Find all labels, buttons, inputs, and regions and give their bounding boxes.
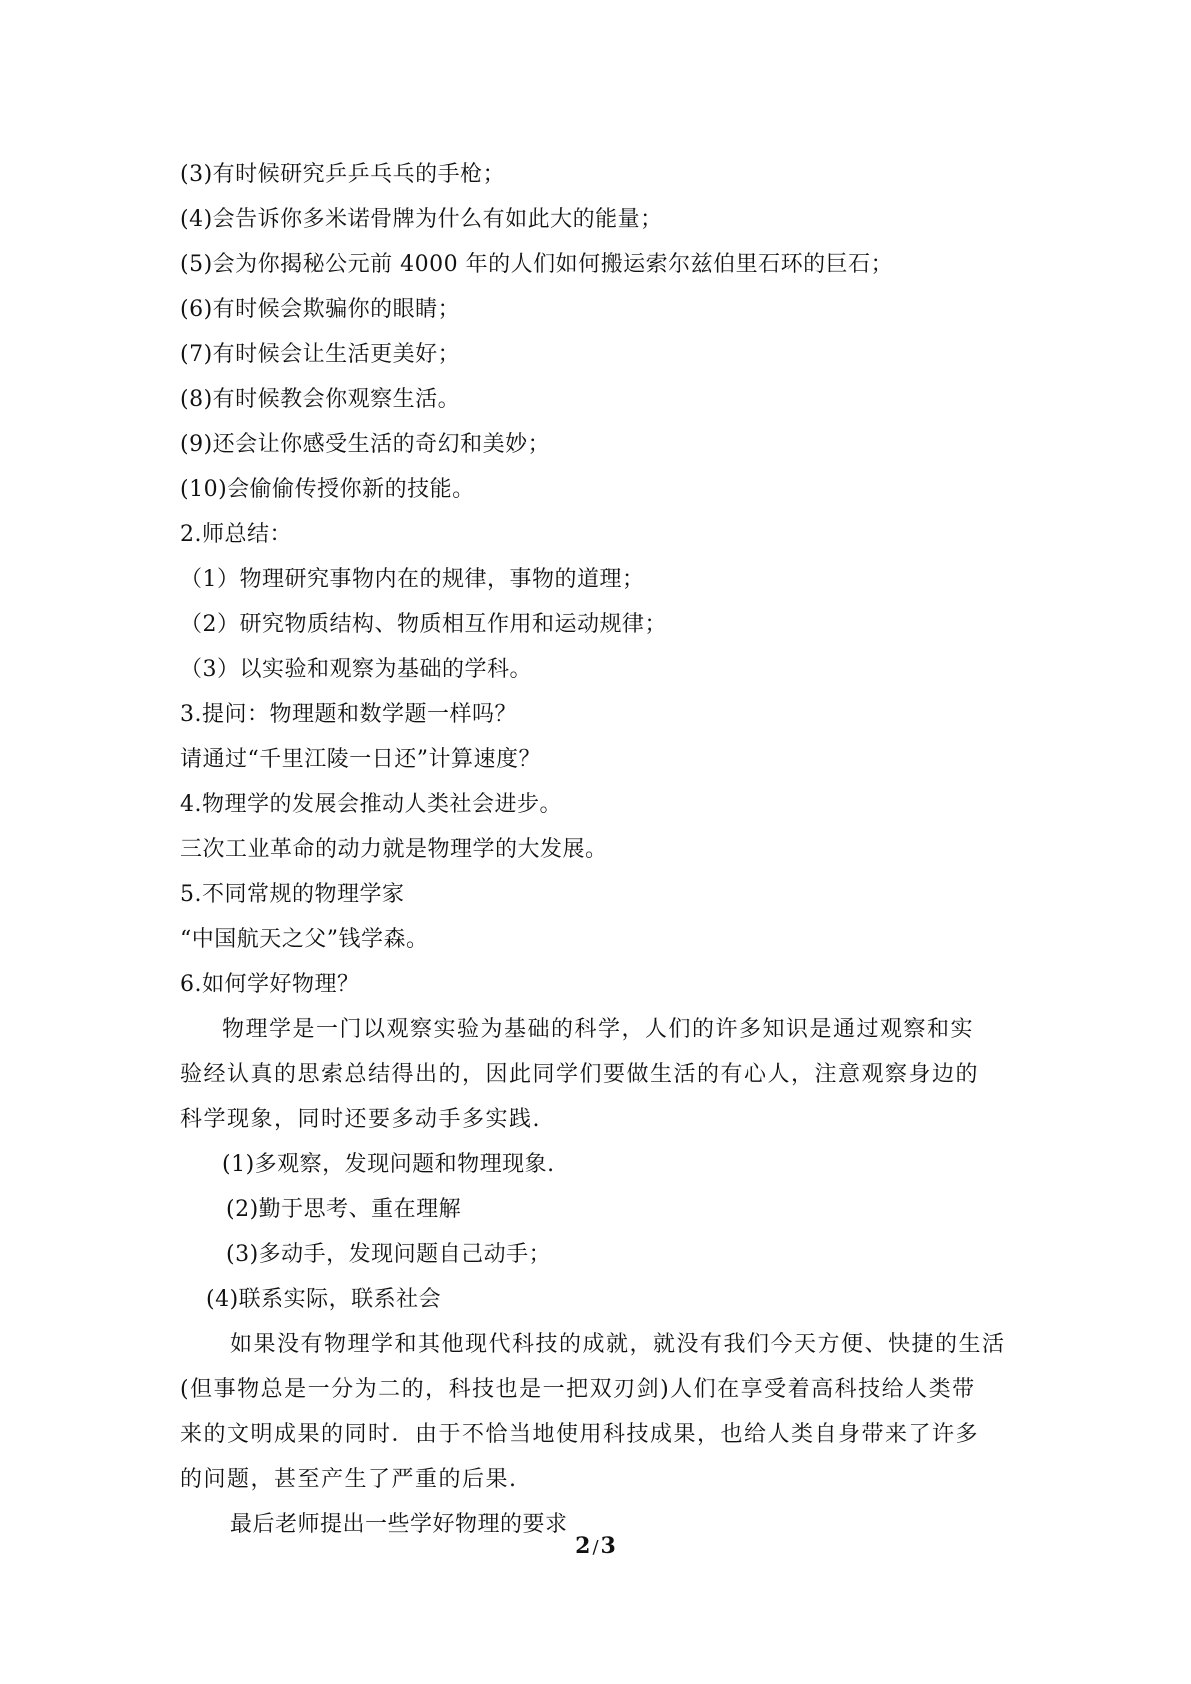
section-heading: 2.师总结： <box>180 522 292 547</box>
page-number-total: 3 <box>600 1533 616 1559</box>
paragraph-line: 来的文明成果的同时．由于不恰当地使用科技成果，也给人类自身带来了许多 <box>180 1422 980 1447</box>
paragraph-line: 物理学是一门以观察实验为基础的科学，人们的许多知识是通过观察和实 <box>222 1017 975 1042</box>
text-line: 请通过“千里江陵一日还”计算速度？ <box>180 747 541 772</box>
document-body <box>180 152 1010 1547</box>
list-item: (8)有时候教会你观察生活。 <box>180 387 461 412</box>
list-item: (9)还会让你感受生活的奇幻和美妙； <box>180 432 551 457</box>
paragraph-line: 科学现象，同时还要多动手多实践. <box>180 1107 541 1132</box>
section-heading: 3.提问：物理题和数学题一样吗？ <box>180 702 517 727</box>
list-item: (3)多动手，发现问题自己动手； <box>226 1242 552 1267</box>
paragraph-line: 验经认真的思索总结得出的，因此同学们要做生活的有心人，注意观察身边的 <box>180 1062 980 1087</box>
list-item: (6)有时候会欺骗你的眼睛； <box>180 297 461 322</box>
text-line: “中国航天之父”钱学森。 <box>180 927 429 952</box>
section-heading: 4.物理学的发展会推动人类社会进步。 <box>180 792 562 817</box>
summary-item: （1）物理研究事物内在的规律，事物的道理； <box>180 567 645 592</box>
page-number-separator: / <box>592 1537 599 1558</box>
list-item: (2)勤于思考、重在理解 <box>226 1197 462 1222</box>
paragraph-line: (但事物总是一分为二的，科技也是一把双刃剑)人们在享受着高科技给人类带 <box>180 1377 976 1402</box>
paragraph-line: 如果没有物理学和其他现代科技的成就，就没有我们今天方便、快捷的生活 <box>230 1332 1006 1357</box>
list-item: (5)会为你揭秘公元前 4000 年的人们如何搬运索尔兹伯里石环的巨石； <box>180 252 894 277</box>
section-heading: 6.如何学好物理？ <box>180 972 360 997</box>
list-item: (10)会偷偷传授你新的技能。 <box>180 477 475 502</box>
list-item: (4)会告诉你多米诺骨牌为什么有如此大的能量； <box>180 207 663 232</box>
list-item: (4)联系实际，联系社会 <box>206 1287 442 1312</box>
summary-item: （2）研究物质结构、物质相互作用和运动规律； <box>180 612 667 637</box>
summary-item: （3）以实验和观察为基础的学科。 <box>180 657 532 682</box>
list-item: (3)有时候研究乒乒乓乓的手枪； <box>180 162 506 187</box>
page-number-current: 2 <box>575 1533 591 1559</box>
text-line: 三次工业革命的动力就是物理学的大发展。 <box>180 837 608 862</box>
closing-line: 最后老师提出一些学好物理的要求 <box>230 1512 568 1537</box>
list-item: (7)有时候会让生活更美好； <box>180 342 461 367</box>
list-item: (1)多观察，发现问题和物理现象. <box>222 1152 555 1177</box>
paragraph-line: 的问题，甚至产生了严重的后果. <box>180 1467 518 1492</box>
page-number <box>0 1533 1191 1559</box>
section-heading: 5.不同常规的物理学家 <box>180 882 405 907</box>
